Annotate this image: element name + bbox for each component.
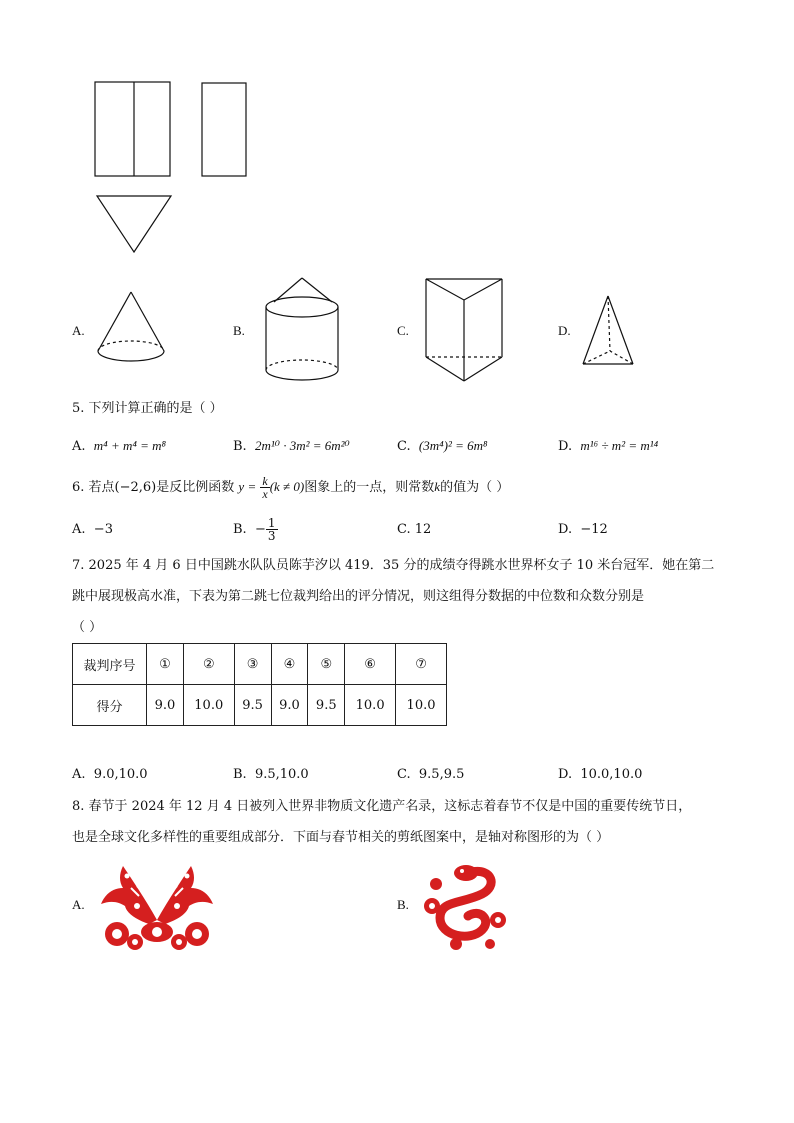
option-label: A. bbox=[72, 767, 86, 782]
option-expression: (3m⁴)² = 6m⁸ bbox=[418, 438, 488, 453]
table-cell: ⑥ bbox=[345, 644, 396, 685]
table-header-cell: 得分 bbox=[73, 685, 147, 726]
option-label: C. bbox=[397, 522, 411, 537]
option-expression: 2m¹⁰ · 3m² = 6m²⁰ bbox=[254, 438, 350, 453]
stem-text: 的值为（ ） bbox=[440, 480, 510, 495]
option-expression: m¹⁶ ÷ m² = m¹⁴ bbox=[580, 438, 659, 453]
question-5-option-b bbox=[233, 437, 350, 456]
figure-option-c-label: C. bbox=[397, 323, 409, 338]
triangular-prism-figure bbox=[420, 275, 508, 387]
table-cell: ③ bbox=[234, 644, 271, 685]
stem-text: 是反比例函数 bbox=[156, 480, 235, 495]
table-cell: ① bbox=[147, 644, 184, 685]
option-value: 12 bbox=[414, 522, 432, 537]
table-cell: 10.0 bbox=[183, 685, 234, 726]
option-label: D. bbox=[558, 439, 573, 454]
function-lhs: y = bbox=[238, 479, 257, 494]
triangular-pyramid-figure bbox=[580, 293, 640, 371]
table-row bbox=[73, 685, 447, 726]
side-view bbox=[202, 83, 246, 176]
table-cell: ⑦ bbox=[396, 644, 447, 685]
question-6-option-b bbox=[233, 508, 278, 552]
option-sign: − bbox=[254, 522, 266, 537]
table-cell: 9.5 bbox=[234, 685, 271, 726]
question-5-option-c bbox=[397, 437, 488, 456]
option-value: −12 bbox=[580, 522, 608, 537]
table-header-cell: 裁判序号 bbox=[73, 644, 147, 685]
table-cell: 9.0 bbox=[271, 685, 308, 726]
figure-option-d-label: D. bbox=[558, 323, 571, 338]
figure-option-b-label: B. bbox=[233, 323, 245, 338]
question-7-option-c bbox=[397, 766, 464, 784]
figure-option-a-label: A. bbox=[72, 897, 85, 912]
fraction-numerator: k bbox=[262, 474, 268, 488]
judge-score-table bbox=[72, 643, 447, 726]
function-condition: (k ≠ 0) bbox=[269, 479, 305, 494]
figure-option-b-label: B. bbox=[397, 897, 409, 912]
table-cell: 10.0 bbox=[345, 685, 396, 726]
question-5-stem: 5. 下列计算正确的是（ ） bbox=[72, 401, 223, 416]
option-value: 9.5,9.5 bbox=[418, 767, 465, 782]
option-value: 9.5,10.0 bbox=[254, 767, 309, 782]
option-label: C. bbox=[397, 439, 411, 454]
stem-text: 6. 若点 bbox=[72, 480, 115, 495]
table-cell: ⑤ bbox=[308, 644, 345, 685]
option-expression: m⁴ + m⁴ = m⁸ bbox=[93, 438, 167, 453]
option-label: D. bbox=[558, 522, 573, 537]
option-label: D. bbox=[558, 767, 573, 782]
question-6-option-d bbox=[558, 521, 608, 539]
fraction-denominator: 3 bbox=[267, 529, 276, 543]
question-6-stem bbox=[72, 470, 509, 505]
snake-papercut bbox=[420, 860, 510, 952]
option-value: 9.0,10.0 bbox=[93, 767, 148, 782]
twin-fish-papercut bbox=[97, 862, 217, 950]
question-8-stem-line-2: 也是全球文化多样性的重要组成部分．下面与春节相关的剪纸图案中，是轴对称图形的为（ ） bbox=[72, 830, 610, 845]
table-cell: 9.5 bbox=[308, 685, 345, 726]
table-cell: 10.0 bbox=[396, 685, 447, 726]
table-cell: 9.0 bbox=[147, 685, 184, 726]
top-view bbox=[97, 196, 171, 252]
option-value: −3 bbox=[93, 522, 113, 537]
question-7-stem-line-3: （ ） bbox=[72, 620, 103, 635]
option-label: B. bbox=[233, 522, 247, 537]
option-label: B. bbox=[233, 439, 247, 454]
table-cell: ④ bbox=[271, 644, 308, 685]
option-label: C. bbox=[397, 767, 411, 782]
option-label: A. bbox=[72, 522, 86, 537]
fraction-denominator: x bbox=[262, 487, 268, 501]
question-7-stem-line-2: 跳中展现极高水准，下表为第二跳七位裁判给出的评分情况，则这组得分数据的中位数和众数分别是 bbox=[72, 589, 645, 604]
function-fraction bbox=[260, 475, 269, 500]
cone-figure bbox=[95, 288, 167, 370]
question-5-option-d bbox=[558, 437, 658, 456]
option-fraction bbox=[266, 517, 278, 542]
table-row bbox=[73, 644, 447, 685]
option-label: B. bbox=[233, 767, 247, 782]
option-label: A. bbox=[72, 439, 86, 454]
figure-option-a-label: A. bbox=[72, 323, 85, 338]
question-7-option-b bbox=[233, 766, 309, 784]
point-coordinates: (−2,6) bbox=[114, 480, 157, 495]
question-8-stem-line-1: 8. 春节于 2024 年 12 月 4 日被列入世界非物质文化遗产名录，这标志着春节不仅是中国的重要传统节日， bbox=[72, 799, 692, 814]
question-6-option-a bbox=[72, 521, 113, 539]
stem-text: 图象上的一点，则常数 bbox=[304, 480, 435, 495]
option-value: 10.0,10.0 bbox=[580, 767, 643, 782]
question-7-option-d bbox=[558, 766, 642, 784]
question-7-option-a bbox=[72, 766, 148, 784]
table-cell: ② bbox=[183, 644, 234, 685]
fraction-numerator: 1 bbox=[267, 516, 276, 530]
front-view bbox=[95, 82, 170, 176]
question-5-option-a bbox=[72, 437, 166, 456]
three-view-drawing bbox=[90, 78, 260, 258]
cone-on-cylinder-figure bbox=[262, 275, 344, 387]
question-7-stem-line-1: 7. 2025 年 4 月 6 日中国跳水队队员陈芋汐以 419．35 分的成绩夺得跳水世界杯女子 10 米台冠军．她在第二 bbox=[72, 558, 715, 573]
question-6-option-c bbox=[397, 521, 431, 539]
constant-variable: k bbox=[434, 479, 441, 494]
